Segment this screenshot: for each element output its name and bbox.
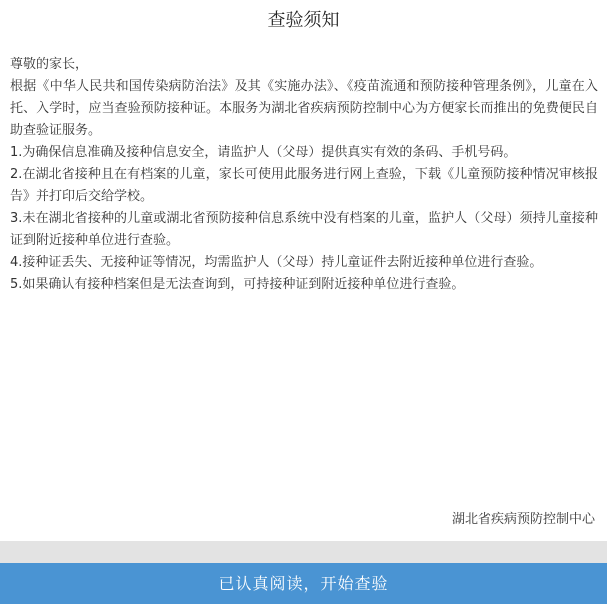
notice-item-2: 2.在湖北省接种且在有档案的儿童，家长可使用此服务进行网上查验，下载《儿童预防接种情况审核报告》并打印后交给学校。 (10, 167, 598, 204)
notice-item-1: 1.为确保信息准确及接种信息安全，请监护人（父母）提供真实有效的条码、手机号码。 (10, 145, 517, 160)
greeting-text: 尊敬的家长， (10, 57, 89, 72)
notice-content (10, 54, 598, 296)
footer-divider-strip (0, 541, 607, 563)
start-check-button[interactable]: 已认真阅读，开始查验 (0, 563, 607, 604)
issuer-signature: 湖北省疾病预防控制中心 (451, 512, 595, 527)
intro-paragraph: 根据《中华人民共和国传染病防治法》及其《实施办法》、《疫苗流通和预防接种管理条例》，儿童在入托、入学时，应当查验预防接种证。本服务为湖北省疾病预防控制中心为方便家长而推出的免费便民自助查验证服务。 (10, 79, 598, 138)
notice-item-5: 5.如果确认有接种档案但是无法查询到，可持接种证到附近接种单位进行查验。 (10, 277, 465, 292)
notice-item-4: 4.接种证丢失、无接种证等情况，均需监护人（父母）持儿童证件去附近接种单位进行查验。 (10, 255, 543, 270)
page-title: 查验须知 (267, 10, 340, 31)
notice-item-3: 3.未在湖北省接种的儿童或湖北省预防接种信息系统中没有档案的儿童，监护人（父母）须持儿童接种证到附近接种单位进行查验。 (10, 211, 598, 248)
